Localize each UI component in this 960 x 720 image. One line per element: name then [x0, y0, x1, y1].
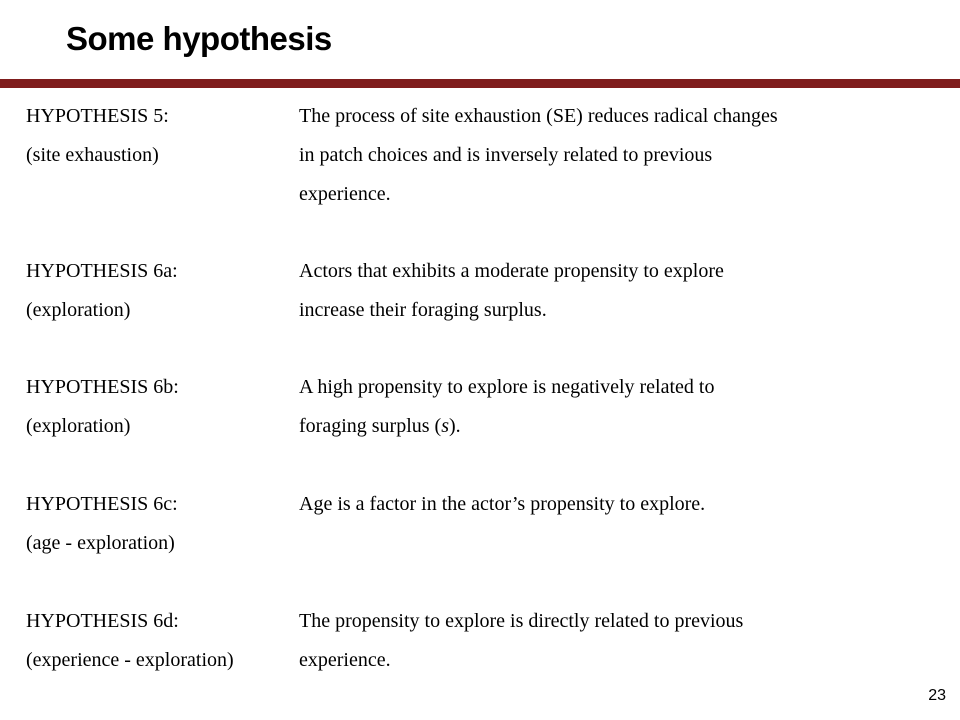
- hypothesis-6b: [26, 375, 926, 453]
- hypothesis-text-line: Actors that exhibits a moderate propensity to explore: [299, 260, 724, 282]
- hypothesis-heading: HYPOTHESIS 6d:: [26, 610, 179, 632]
- hypothesis-text-line: The process of site exhaustion (SE) reduces radical changes: [299, 105, 778, 127]
- hypothesis-row: [26, 609, 926, 648]
- hypothesis-6a: [26, 259, 926, 337]
- hypothesis-text-line: Age is a factor in the actor’s propensity to explore.: [299, 493, 706, 515]
- hypothesis-text-line: foraging surplus (s).: [299, 415, 461, 437]
- hypothesis-text-line: in patch choices and is inversely related to previous: [299, 144, 713, 166]
- hypothesis-heading: HYPOTHESIS 5:: [26, 105, 169, 127]
- hypothesis-label: (site exhaustion): [26, 144, 159, 166]
- hypothesis-text-line: experience.: [299, 183, 391, 205]
- hypothesis-label: (age - exploration): [26, 532, 175, 554]
- hypothesis-text-line: The propensity to explore is directly related to previous: [299, 610, 744, 632]
- hypothesis-row: [26, 104, 926, 143]
- hypothesis-row: [26, 259, 926, 298]
- hypothesis-text-line: A high propensity to explore is negatively related to: [299, 376, 715, 398]
- page-number: 23: [928, 687, 946, 704]
- slide-title: Some hypothesis: [66, 20, 332, 57]
- hypothesis-heading: HYPOTHESIS 6c:: [26, 493, 178, 515]
- hypothesis-row: [26, 414, 926, 453]
- hypothesis-row: [26, 648, 926, 687]
- hypothesis-row: [26, 182, 926, 221]
- hypothesis-row: [26, 298, 926, 337]
- hypothesis-label: (exploration): [26, 415, 131, 437]
- hypothesis-heading: HYPOTHESIS 6a:: [26, 260, 178, 282]
- hypothesis-row: [26, 143, 926, 182]
- hypothesis-label: (exploration): [26, 299, 131, 321]
- title-divider: [0, 79, 960, 88]
- hypothesis-row: [26, 492, 926, 531]
- hypothesis-6c: [26, 492, 926, 570]
- hypothesis-row: [26, 375, 926, 414]
- surplus-symbol: s: [441, 415, 449, 437]
- hypothesis-6d: [26, 609, 926, 687]
- hypothesis-row: [26, 531, 926, 570]
- hypothesis-heading: HYPOTHESIS 6b:: [26, 376, 179, 398]
- hypothesis-text-line: experience.: [299, 649, 391, 671]
- hypothesis-label: (experience - exploration): [26, 649, 234, 671]
- hypothesis-text-line: increase their foraging surplus.: [299, 299, 547, 321]
- hypothesis-5: [26, 104, 926, 221]
